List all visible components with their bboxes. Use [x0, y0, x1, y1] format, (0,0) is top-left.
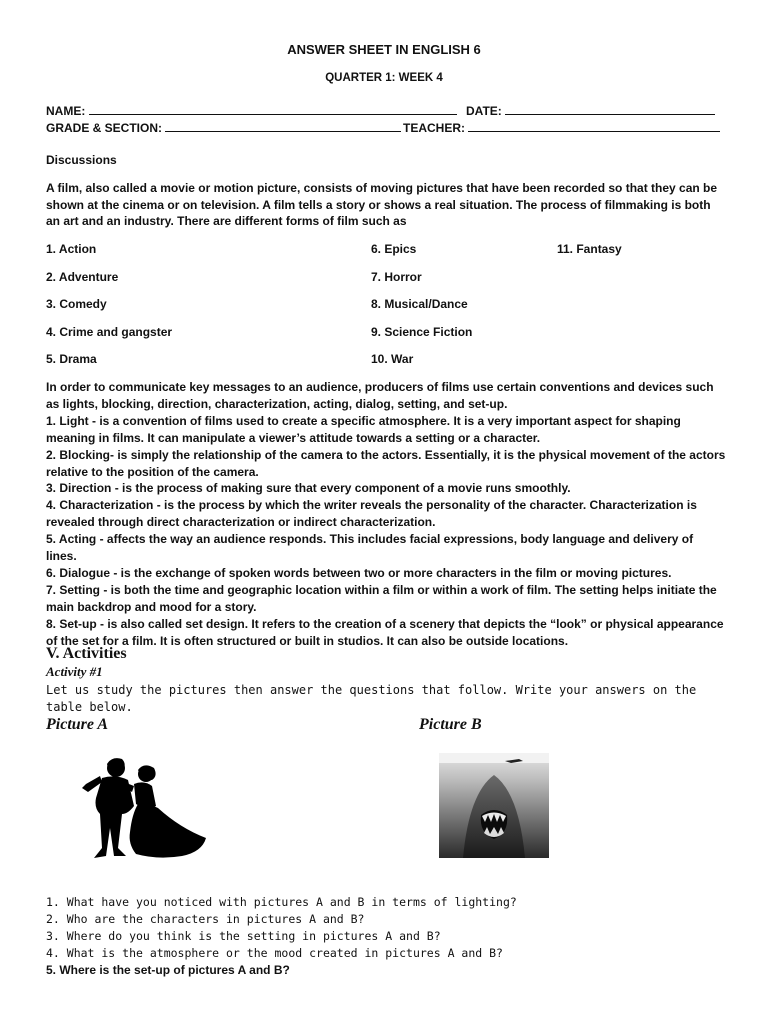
activity-subheading: Activity #1 — [46, 664, 103, 679]
definition-light — [46, 413, 726, 447]
definition-dialogue — [46, 565, 726, 582]
grade-section-field[interactable] — [46, 120, 401, 135]
picture-b-label: Picture B — [419, 716, 482, 733]
definition-text: - is a convention of films used to create a specific atmosphere. It is a very important aspect for shaping meaning in films. It can manipulate a viewer’s attitude towards a setting or a character. — [46, 413, 681, 445]
teacher-field[interactable] — [403, 120, 720, 135]
quarter-week: QUARTER 1: WEEK 4 — [325, 72, 443, 84]
date-field[interactable] — [466, 103, 715, 118]
definition-term: 2. Blocking — [46, 447, 111, 462]
definition-text: - is the exchange of spoken words between two or more characters in the film or moving pictures. — [110, 565, 672, 580]
definition-text: - is also called set design. It refers to the creation of a scenery that depicts the “look” or physical appearance of the set for a film. It is often structured or built in studios. It can also be outside locations. — [46, 616, 724, 648]
list-item: 5. Drama — [46, 352, 97, 366]
definition-text: - is both the time and geographic location within a film or within a work of film. The setting helps initiate the main backdrop and mood for a story. — [46, 582, 717, 614]
definition-characterization — [46, 497, 726, 531]
name-blank[interactable] — [89, 103, 457, 115]
definition-direction — [46, 480, 726, 497]
grade-section-label: GRADE & SECTION: — [46, 121, 163, 135]
definition-setting — [46, 582, 726, 616]
definition-term: 6. Dialogue — [46, 565, 111, 580]
question-2: 2. Who are the characters in pictures A and B? — [46, 912, 365, 926]
picture-a-label: Picture A — [46, 716, 109, 733]
definition-term: 7. Setting — [46, 582, 101, 597]
activity-instructions: Let us study the pictures then answer the questions that follow. Write your answers on the table below. — [46, 683, 697, 714]
list-item: 7. Horror — [371, 270, 422, 284]
question-1: 1. What have you noticed with pictures A and B in terms of lighting? — [46, 895, 517, 909]
conventions-intro: In order to communicate key messages to an audience, producers of films use certain conventions and devices such as lights, blocking, direction, characterization, acting, dialog, setting, and set-up. — [46, 380, 714, 411]
definition-term: 5. Acting — [46, 532, 97, 547]
film-intro-paragraph: A film, also called a movie or motion picture, consists of moving pictures that have been recorded so that they can be shown at the cinema or on television. A film tells a story or shows a real situation. The process of filmmaking is both an art and an industry. There are different forms of film such as — [46, 181, 718, 228]
picture-a-dancing-couple-silhouette — [72, 748, 212, 863]
definition-text: - is simply the relationship of the camera to the actors. Essentially, it is the physical movement of the actors relative to the position of the camera. — [46, 447, 726, 479]
definition-text: - is the process by which the writer reveals the personality of the character. Characterization is revealed through direct characterization or indirect characterization. — [46, 498, 697, 530]
activities-heading: V. Activities — [46, 645, 127, 662]
name-field[interactable] — [46, 103, 457, 118]
list-item: 10. War — [371, 352, 414, 366]
question-4: 4. What is the atmosphere or the mood created in pictures A and B? — [46, 946, 503, 960]
list-item: 9. Science Fiction — [371, 325, 473, 339]
grade-section-blank[interactable] — [165, 120, 401, 132]
definition-term: 1. Light — [46, 413, 89, 428]
definition-set-up — [46, 616, 726, 650]
list-item: 4. Crime and gangster — [46, 325, 173, 339]
definition-term: 8. Set-up — [46, 616, 97, 631]
question-5: 5. Where is the set-up of pictures A and B? — [46, 963, 290, 977]
definition-term: 3. Direction — [46, 481, 112, 496]
definition-acting — [46, 531, 726, 565]
name-label: NAME: — [46, 104, 86, 118]
definition-text: - is the process of making sure that every component of a movie runs smoothly. — [111, 481, 571, 496]
list-item: 3. Comedy — [46, 297, 107, 311]
list-item: 6. Epics — [371, 242, 417, 256]
definition-term: 4. Characterization — [46, 498, 154, 513]
teacher-label: TEACHER: — [403, 121, 465, 135]
conventions-section — [46, 379, 726, 650]
list-item: 8. Musical/Dance — [371, 297, 468, 311]
question-3: 3. Where do you think is the setting in pictures A and B? — [46, 929, 441, 943]
sheet-title: ANSWER SHEET IN ENGLISH 6 — [287, 42, 481, 57]
picture-b-shark-poster — [439, 753, 549, 858]
list-item: 1. Action — [46, 242, 97, 256]
definition-text: - affects the way an audience responds. This includes facial expressions, body language and delivery of lines. — [46, 532, 694, 564]
discussions-heading: Discussions — [46, 153, 117, 167]
definition-blocking — [46, 447, 726, 481]
teacher-blank[interactable] — [468, 120, 720, 132]
date-blank[interactable] — [505, 103, 715, 115]
list-item: 11. Fantasy — [557, 242, 622, 256]
list-item: 2. Adventure — [46, 270, 119, 284]
date-label: DATE: — [466, 104, 502, 118]
